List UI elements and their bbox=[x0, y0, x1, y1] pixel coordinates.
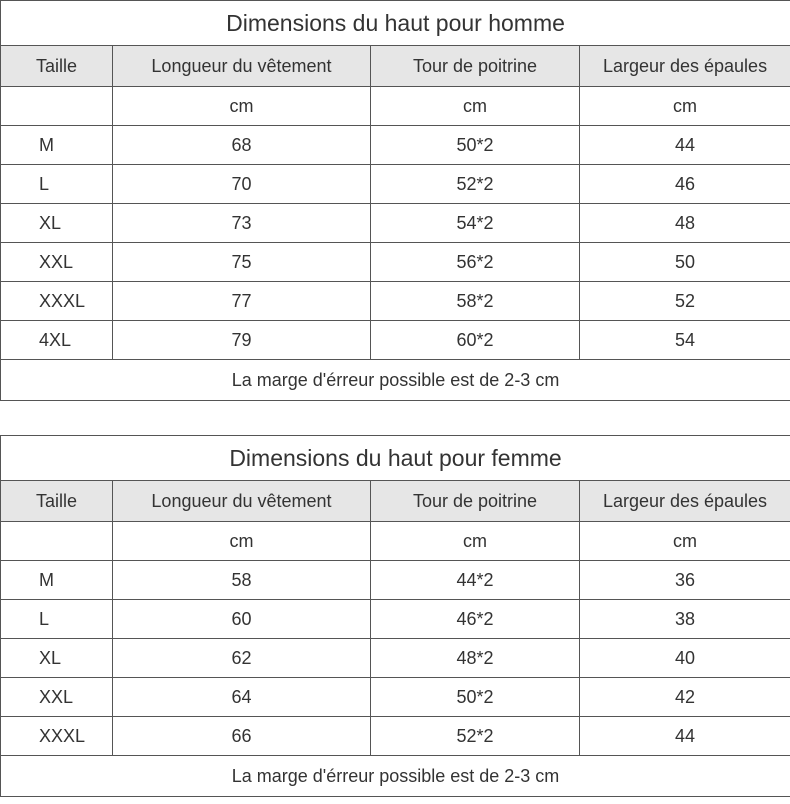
length-cell: 75 bbox=[113, 243, 371, 282]
header-shoulder: Largeur des épaules bbox=[580, 46, 790, 87]
shoulder-cell: 46 bbox=[580, 165, 790, 204]
unit-length: cm bbox=[113, 87, 371, 126]
size-cell: XL bbox=[1, 204, 113, 243]
shoulder-cell: 38 bbox=[580, 600, 790, 639]
error-margin-note: La marge d'érreur possible est de 2-3 cm bbox=[1, 756, 790, 797]
length-cell: 60 bbox=[113, 600, 371, 639]
table-row bbox=[1, 561, 790, 600]
table-row bbox=[1, 639, 790, 678]
header-size: Taille bbox=[1, 481, 113, 522]
unit-size bbox=[1, 87, 113, 126]
chest-cell: 46*2 bbox=[371, 600, 580, 639]
size-cell: XXXL bbox=[1, 717, 113, 756]
length-cell: 58 bbox=[113, 561, 371, 600]
note-row bbox=[1, 756, 790, 797]
chest-cell: 50*2 bbox=[371, 678, 580, 717]
length-cell: 68 bbox=[113, 126, 371, 165]
unit-row bbox=[1, 522, 790, 561]
table-row bbox=[1, 204, 790, 243]
women-size-table bbox=[0, 435, 790, 797]
shoulder-cell: 52 bbox=[580, 282, 790, 321]
size-cell: XXL bbox=[1, 243, 113, 282]
size-cell: XXL bbox=[1, 678, 113, 717]
length-cell: 64 bbox=[113, 678, 371, 717]
unit-size bbox=[1, 522, 113, 561]
chest-cell: 60*2 bbox=[371, 321, 580, 360]
header-shoulder: Largeur des épaules bbox=[580, 481, 790, 522]
shoulder-cell: 48 bbox=[580, 204, 790, 243]
chest-cell: 54*2 bbox=[371, 204, 580, 243]
shoulder-cell: 36 bbox=[580, 561, 790, 600]
table-title: Dimensions du haut pour femme bbox=[1, 436, 790, 481]
unit-row bbox=[1, 87, 790, 126]
table-title-row bbox=[1, 1, 790, 46]
length-cell: 79 bbox=[113, 321, 371, 360]
header-row bbox=[1, 481, 790, 522]
size-cell: L bbox=[1, 600, 113, 639]
header-size: Taille bbox=[1, 46, 113, 87]
header-length: Longueur du vêtement bbox=[113, 46, 371, 87]
length-cell: 77 bbox=[113, 282, 371, 321]
table-row bbox=[1, 282, 790, 321]
size-cell: XL bbox=[1, 639, 113, 678]
error-margin-note: La marge d'érreur possible est de 2-3 cm bbox=[1, 360, 790, 401]
header-row bbox=[1, 46, 790, 87]
length-cell: 66 bbox=[113, 717, 371, 756]
length-cell: 73 bbox=[113, 204, 371, 243]
length-cell: 70 bbox=[113, 165, 371, 204]
unit-chest: cm bbox=[371, 522, 580, 561]
shoulder-cell: 54 bbox=[580, 321, 790, 360]
table-row bbox=[1, 321, 790, 360]
size-cell: M bbox=[1, 561, 113, 600]
unit-chest: cm bbox=[371, 87, 580, 126]
men-size-table bbox=[0, 0, 790, 401]
chest-cell: 44*2 bbox=[371, 561, 580, 600]
unit-length: cm bbox=[113, 522, 371, 561]
table-row bbox=[1, 678, 790, 717]
chest-cell: 50*2 bbox=[371, 126, 580, 165]
chest-cell: 48*2 bbox=[371, 639, 580, 678]
size-cell: 4XL bbox=[1, 321, 113, 360]
table-row bbox=[1, 165, 790, 204]
chest-cell: 58*2 bbox=[371, 282, 580, 321]
table-row bbox=[1, 243, 790, 282]
chest-cell: 52*2 bbox=[371, 717, 580, 756]
shoulder-cell: 50 bbox=[580, 243, 790, 282]
header-length: Longueur du vêtement bbox=[113, 481, 371, 522]
unit-shoulder: cm bbox=[580, 87, 790, 126]
size-cell: L bbox=[1, 165, 113, 204]
unit-shoulder: cm bbox=[580, 522, 790, 561]
length-cell: 62 bbox=[113, 639, 371, 678]
table-row bbox=[1, 717, 790, 756]
shoulder-cell: 42 bbox=[580, 678, 790, 717]
chest-cell: 56*2 bbox=[371, 243, 580, 282]
note-row bbox=[1, 360, 790, 401]
size-cell: M bbox=[1, 126, 113, 165]
table-row bbox=[1, 126, 790, 165]
table-title-row bbox=[1, 436, 790, 481]
shoulder-cell: 44 bbox=[580, 717, 790, 756]
chest-cell: 52*2 bbox=[371, 165, 580, 204]
header-chest: Tour de poitrine bbox=[371, 46, 580, 87]
shoulder-cell: 40 bbox=[580, 639, 790, 678]
size-cell: XXXL bbox=[1, 282, 113, 321]
table-row bbox=[1, 600, 790, 639]
table-title: Dimensions du haut pour homme bbox=[1, 1, 790, 46]
header-chest: Tour de poitrine bbox=[371, 481, 580, 522]
shoulder-cell: 44 bbox=[580, 126, 790, 165]
